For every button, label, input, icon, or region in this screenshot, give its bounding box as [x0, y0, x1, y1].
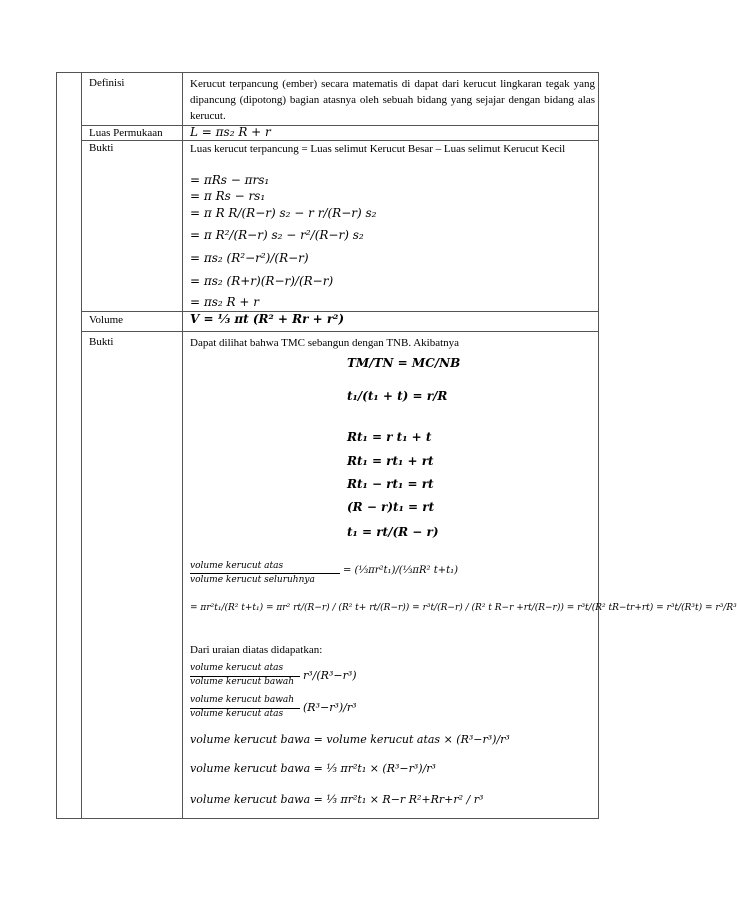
bukti1-step: = πRs − πrs₁: [190, 173, 270, 187]
f5-formula: volume kerucut bawa = ⅓ πr²t₁ × R−r R²+Rr+r² / r³: [190, 793, 484, 806]
f3-formula: volume kerucut bawa = volume kerucut atas × (R³−r³)/r³: [190, 733, 510, 746]
uraian-text: Dari uraian diatas didapatkan:: [190, 644, 323, 656]
f2-denominator: volume kerucut atas: [190, 709, 284, 719]
f1-rhs: r³/(R³−r³): [303, 669, 357, 682]
row-label-bukti: Bukti: [89, 336, 114, 348]
row-label-bukti: Bukti: [89, 142, 114, 154]
f4-formula: volume kerucut bawa = ⅓ πr²t₁ × (R³−r³)/r³: [190, 762, 436, 775]
definisi-text: Kerucut terpancung (ember) secara matematis di dapat dari kerucut lingkaran tegak yang dipancung (dipotong) bagian atasnya oleh sebuah bidang yang sejajar dengan bidang alas kerucut.: [190, 78, 595, 122]
ratio-denominator: volume kerucut seluruhnya: [190, 575, 315, 585]
f1-numerator: volume kerucut atas: [190, 663, 284, 673]
ratio-numerator: volume kerucut atas: [190, 561, 284, 571]
bukti1-text: Luas kerucut terpancung = Luas selimut Kerucut Besar – Luas selimut Kerucut Kecil: [190, 143, 566, 155]
fraction-bar: [190, 573, 340, 574]
proportion-step: TM/TN = MC/NB: [347, 356, 461, 370]
luas-formula: L = πs₂ R + r: [190, 125, 271, 139]
bukti1-step: = π Rs − rs₁: [190, 189, 266, 203]
row-divider: [81, 331, 598, 332]
f2-numerator: volume kerucut bawah: [190, 695, 295, 705]
proportion-step: Rt₁ − rt₁ = rt: [347, 477, 434, 491]
ratio-rhs: = (⅓πr²t₁)/(⅓πR² t+t₁): [343, 565, 459, 576]
volume-formula: V = ⅓ πt (R² + Rr + r²): [190, 312, 345, 326]
bukti1-step: = π R²/(R−r) s₂ − r²/(R−r) s₂: [190, 228, 364, 242]
content-table: [56, 72, 737, 819]
proportion-step: Rt₁ = rt₁ + rt: [347, 454, 434, 468]
column-divider-2: [182, 73, 183, 818]
row-label-volume: Volume: [89, 314, 124, 326]
bukti1-step: = πs₂ (R²−r²)/(R−r): [190, 251, 309, 265]
proportion-step: t₁/(t₁ + t) = r/R: [347, 389, 448, 403]
proportion-step: (R − r)t₁ = rt: [347, 500, 435, 514]
bukti1-step: = π R R/(R−r) s₂ − r r/(R−r) s₂: [190, 206, 377, 220]
bukti1-step: = πs₂ (R+r)(R−r)/(R−r): [190, 274, 334, 288]
row-label-definisi: Definisi: [89, 77, 125, 89]
proportion-step: t₁ = rt/(R − r): [347, 525, 439, 539]
proportion-step: Rt₁ = r t₁ + t: [347, 430, 432, 444]
bukti1-step: = πs₂ R + r: [190, 295, 259, 309]
f2-rhs: (R³−r³)/r³: [303, 701, 357, 714]
f1-denominator: volume kerucut bawah: [190, 677, 295, 687]
row-label-luas-permukaan: Luas Permukaan: [89, 127, 163, 139]
column-divider-1: [81, 73, 82, 818]
ratio-chain: = πr²t₁/(R² t+t₁) = πr² rt/(R−r) / (R² t+ rt/(R−r)) = r³t/(R−r) / (R² t R−r +rt/(R−r)) = r³t/(R² tR−tr+rt) = r³t/(R³t) = r³/R³: [190, 603, 737, 613]
bukti2-intro: Dapat dilihat bahwa TMC sebangun dengan TNB. Akibatnya: [190, 337, 460, 349]
